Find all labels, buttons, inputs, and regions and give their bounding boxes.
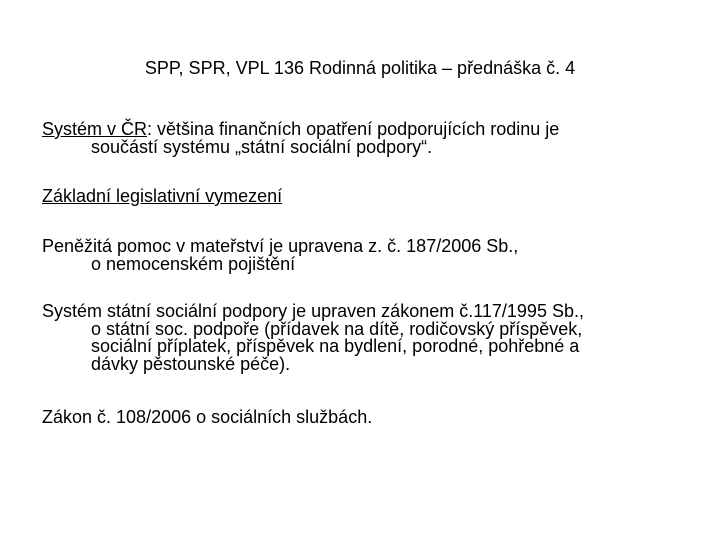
paragraph-text: : většina finančních opatření podporujících rodinu je bbox=[147, 119, 560, 139]
paragraph-line: o nemocenském pojištění bbox=[91, 253, 296, 274]
paragraph-social-services-act bbox=[42, 409, 692, 427]
legislation-heading: Základní legislativní vymezení bbox=[42, 186, 283, 206]
paragraph-system-cr bbox=[42, 121, 692, 156]
paragraph-line: součástí systému „státní sociální podpory“. bbox=[91, 136, 433, 157]
paragraph-line: o státní soc. podpoře (přídavek na dítě, rodičovský příspěvek, bbox=[91, 318, 583, 339]
paragraph-line: Systém státní sociální podpory je upraven zákonem č.117/1995 Sb., bbox=[42, 301, 584, 321]
paragraph-legislation-heading bbox=[42, 188, 692, 206]
paragraph-line: dávky pěstounské péče). bbox=[91, 353, 291, 374]
paragraph-line: Peněžitá pomoc v mateřství je upravena z. č. 187/2006 Sb., bbox=[42, 236, 519, 256]
paragraph-state-social-support bbox=[42, 303, 692, 373]
paragraph-line: sociální příplatek, příspěvek na bydlení, porodné, pohřebné a bbox=[91, 336, 580, 356]
paragraph-line bbox=[42, 121, 692, 139]
slide-title: SPP, SPR, VPL 136 Rodinná politika – přednáška č. 4 bbox=[144, 58, 576, 78]
system-cr-link[interactable]: Systém v ČR bbox=[42, 119, 148, 139]
paragraph-line: Zákon č. 108/2006 o sociálních službách. bbox=[42, 407, 373, 427]
paragraph-maternity-benefit bbox=[42, 238, 692, 273]
